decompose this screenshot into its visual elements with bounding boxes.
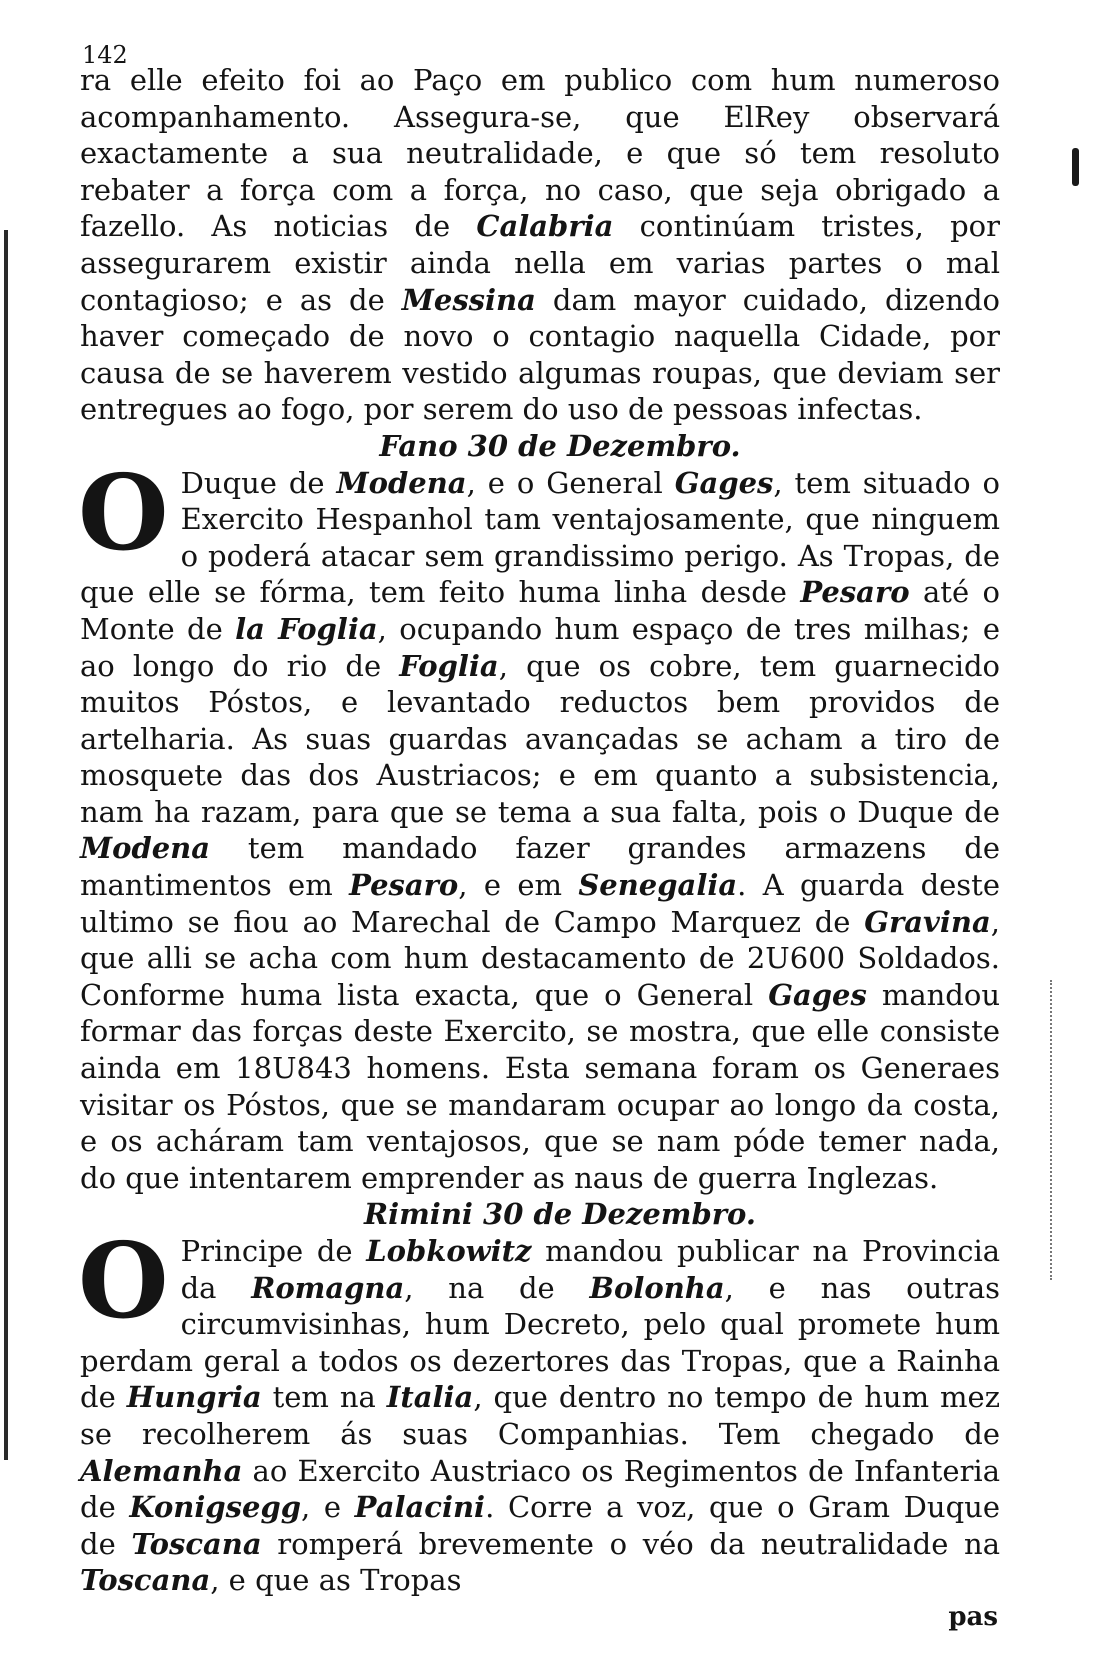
text-run: , e que as Tropas xyxy=(210,1563,462,1598)
document-body xyxy=(80,42,1000,1636)
text-run: , e xyxy=(301,1490,355,1525)
text-run: , tem situado o Exercito Hespanhol tam ventajosamente, que ninguem o poderá atacar sem grandissimo perigo. As Tropas, de que elle se fórma, tem feito huma linha desde xyxy=(80,465,1000,610)
paragraph-rimini-news xyxy=(78,1219,1001,1599)
place-name: la Foglia xyxy=(235,611,378,646)
text-run: até o Monte de xyxy=(80,575,1000,646)
scan-noise-dots xyxy=(1050,980,1055,1280)
text-run: , que os cobre, tem guarnecido muitos Póstos, e levantado reductos bem providos de artelharia. As suas guardas avançadas se acham a tiro de mosquete das dos Austriacos; e em quanto a subsistencia, nam ha razam, para que se tema a sua falta, pois o Duque de xyxy=(80,648,1001,829)
place-name: Modena xyxy=(336,465,467,500)
place-name: Bolonha xyxy=(589,1270,725,1305)
text-run: romperá brevemente o véo da neutralidade na xyxy=(261,1526,1000,1561)
text-run: tem mandado fazer grandes armazens de mantimentos em xyxy=(80,831,1000,903)
text-run: Duque de xyxy=(180,465,337,500)
text-run: continúam tristes, por assegurarem existir ainda nella em varias partes o mal contagioso; e as de xyxy=(80,209,1000,317)
place-name: Hungria xyxy=(126,1380,262,1415)
place-name: Alemanha xyxy=(80,1453,243,1488)
text-run: , que dentro no tempo de hum mez se recolherem ás suas Companhias. Tem chegado de xyxy=(80,1380,1000,1451)
page-number: 142 xyxy=(82,41,128,69)
drop-cap: O xyxy=(78,1219,169,1342)
place-name: Romagna xyxy=(251,1270,405,1305)
place-name: Foglia xyxy=(399,648,499,683)
dateline-rimini: Rimini 30 de Dezembro. xyxy=(364,1197,756,1232)
ink-blot-mark xyxy=(1072,148,1079,186)
catchword: pas xyxy=(948,1601,998,1632)
place-name: Pesaro xyxy=(800,575,910,610)
dateline-fano: Fano 30 de Dezembro. xyxy=(379,428,741,463)
drop-cap: O xyxy=(78,450,169,574)
text-run: , e nas outras circumvisinhas, hum Decreto, pelo qual promete hum perdam geral a todos os dezertores das Tropas, que a Rainha de xyxy=(80,1270,1000,1415)
person-name: Gages xyxy=(674,465,774,500)
text-run: , que alli se acha com hum destacamento de 2U600 Soldados. Conforme huma lista exacta, que o General xyxy=(80,904,1000,1012)
place-name: Calabria xyxy=(476,209,614,244)
text-run: , e em xyxy=(458,868,579,903)
regiment-name: Konigsegg xyxy=(129,1490,301,1525)
regiment-name: Palacini xyxy=(354,1490,486,1525)
person-name: Gages xyxy=(768,977,867,1012)
text-run: Principe de xyxy=(180,1234,367,1268)
place-name: Pesaro xyxy=(349,868,459,903)
text-run: tem na xyxy=(261,1380,387,1415)
paragraph-naples-news xyxy=(80,62,1000,428)
place-name: Toscana xyxy=(131,1526,262,1561)
text-run: . A guarda deste ultimo se fiou ao Marechal de Campo Marquez de xyxy=(80,868,1000,939)
place-name: Italia xyxy=(386,1380,474,1415)
text-run: . Corre a voz, que o Gram Duque de xyxy=(80,1490,1000,1561)
place-name: Messina xyxy=(401,282,536,317)
person-name: Gravina xyxy=(864,904,991,939)
text-run: ra elle efeito foi ao Paço em publico com hum numeroso acompanhamento. Assegura-se, que ElRey observará exactamente a sua neutralidade, e que só tem resoluto rebater a força com a força, no caso, que seja obrigado a fazello. As noticias de xyxy=(80,63,1000,244)
scan-edge-shadow xyxy=(4,230,8,1460)
text-run: dam mayor cuidado, dizendo haver começado de novo o contagio naquella Cidade, por causa de se haverem vestido algumas roupas, que deviam ser entregues ao fogo, por serem do uso de pessoas infectas. xyxy=(80,282,1000,427)
place-name: Senegalia xyxy=(578,868,738,903)
text-run: ao Exercito Austriaco os Regimentos de Infanteria de xyxy=(80,1453,1000,1525)
text-run: , e o General xyxy=(466,465,675,500)
place-name: Modena xyxy=(80,831,211,866)
paragraph-fano-news xyxy=(78,450,1001,1197)
text-run: mandou publicar na Provincia da xyxy=(180,1234,1001,1305)
place-name: Toscana xyxy=(80,1563,211,1598)
text-run: , ocupando hum espaço de tres milhas; e ao longo do rio de xyxy=(80,611,1000,683)
text-run: , na de xyxy=(404,1270,590,1305)
person-name: Lobkowitz xyxy=(366,1234,532,1268)
text-run: mandou formar das forças deste Exercito, se mostra, que elle consiste ainda em 18U843 homens. Esta semana foram os Generaes visitar os Póstos, que se mandaram ocupar ao longo da costa, e os acháram tam ventajosos, que se nam póde temer nada, do que intentarem emprender as naus de guerra Inglezas. xyxy=(80,977,1000,1195)
